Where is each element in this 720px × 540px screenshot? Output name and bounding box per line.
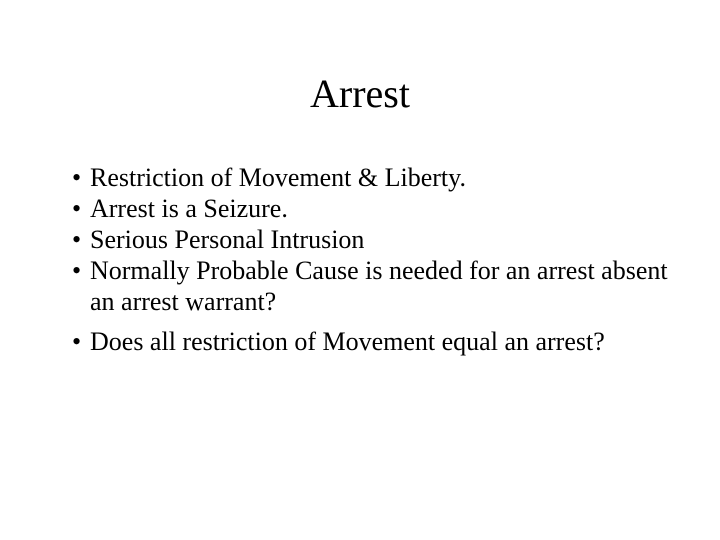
bullet-text: Arrest is a Seizure. xyxy=(90,194,288,223)
bullet-dot-icon: • xyxy=(72,163,82,192)
bullet-text: Serious Personal Intrusion xyxy=(90,225,365,254)
bullet-item-5 xyxy=(72,326,672,357)
bullet-text: Normally Probable Cause is needed for an arrest absent an arrest warrant? xyxy=(90,256,668,316)
bullet-text: Restriction of Movement & Liberty. xyxy=(90,163,466,192)
bullet-list xyxy=(72,162,672,357)
bullet-item-3 xyxy=(72,224,672,255)
bullet-dot-icon: • xyxy=(72,194,82,223)
bullet-dot-icon: • xyxy=(72,327,82,356)
bullet-item-4 xyxy=(72,255,672,317)
bullet-item-1 xyxy=(72,162,672,193)
bullet-item-2 xyxy=(72,193,672,224)
slide-title: Arrest xyxy=(310,71,410,116)
bullet-text: Does all restriction of Movement equal an arrest? xyxy=(90,327,605,356)
bullet-dot-icon: • xyxy=(72,256,82,285)
bullet-dot-icon: • xyxy=(72,225,82,254)
